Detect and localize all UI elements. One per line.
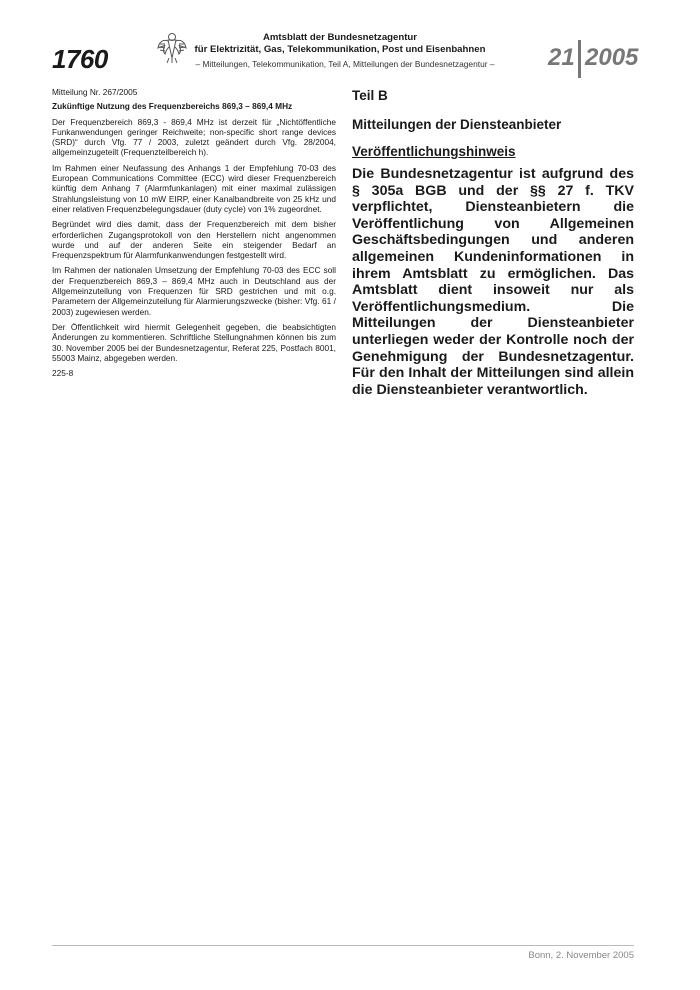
notice-heading: Veröffentlichungshinweis (352, 144, 516, 159)
announcement-paragraph: Begründet wird dies damit, dass der Frequenzbereich mit dem bisher erforderlichen Zugangsprotokoll von den Herstellern nicht angenommen wurde und auf der anderen Seite ein steigender Bedarf an Frequenzspektrum für Alarmfunkanwendungen festgestellt wird. (52, 219, 336, 261)
issue-number: 21 (548, 44, 575, 71)
issue-divider (578, 40, 581, 78)
announcement-paragraph: Der Öffentlichkeit wird hiermit Gelegenheit gegeben, die beabsichtigten Änderungen zu kommentieren. Schriftliche Stellungnahmen können bis zum 30. November 2005 bei der Bundesnetzagentur, Referat 225, Postfach 8001, 55003 Mainz, abgegeben werden. (52, 321, 336, 363)
footer-divider (52, 945, 634, 946)
part-heading: Teil B (352, 88, 388, 103)
announcement-paragraph: Der Frequenzbereich 869,3 - 869,4 MHz ist derzeit für „Nichtöffentliche Funkanwendungen geringer Reichweite; non-specific short range devices (SRD)“ durch Vfg. 77 / 2003, zuletzt geändert durch Vfg. 28/2004, allgemeinzugeteilt (Frequenzteilbereich h). (52, 116, 336, 158)
part-b-column (352, 88, 634, 398)
issue-year: 2005 (585, 44, 639, 71)
announcement-column (52, 87, 336, 378)
announcement-reference: Mitteilung Nr. 267/2005 (52, 87, 138, 97)
department-code: 225-8 (52, 368, 74, 379)
gazette-title-line1: Amtsblatt der Bundesnetzagentur (262, 32, 418, 43)
gazette-title-line2: für Elektrizität, Gas, Telekommunikation, Post und Eisenbahnen (194, 44, 486, 55)
announcement-subject: Zukünftige Nutzung des Frequenzbereichs 869,3 – 869,4 MHz (52, 101, 293, 112)
gazette-title (190, 32, 490, 56)
section-heading: Mitteilungen der Diensteanbieter (352, 117, 562, 132)
notice-body: Die Bundesnetzagentur ist aufgrund des § 305a BGB und der §§ 27 f. TKV verpflichtet, Diensteanbietern die Veröffentlichung von Allgemeinen Geschäftsbedingungen und anderen allgemeinen Kundeninformationen in ihrem Amtsblatt zu ermöglichen. Das Amtsblatt dient insoweit nur als Veröffentlichungsmedium. Die Mitteilungen der Diensteanbieter unterliegen weder der Kontrolle noch der Genehmigung der Bundesnetzagentur. Für den Inhalt der Mitteilungen sind allein die Diensteanbieter verantwortlich. (352, 166, 634, 398)
gazette-subtitle: – Mitteilungen, Telekommunikation, Teil A, Mitteilungen der Bundesnetzagentur – (195, 59, 495, 69)
page-number: 1760 (52, 44, 108, 74)
announcement-paragraph: Im Rahmen einer Neufassung des Anhangs 1 der Empfehlung 70-03 des European Communications Committee (ECC) wird dieser Frequenzbereich künftig dem Anhang 7 (Alarmfunkanlagen) mit einer maximal zulässigen Strahlungsleistung von 10 mW EIRP, einer Kanalbandbreite von 25 kHz und einer relativen Frequenzbelegungsdauer (duty cycle) von 1% zugeordnet. (52, 162, 336, 214)
announcement-paragraph: Im Rahmen der nationalen Umsetzung der Empfehlung 70-03 des ECC soll der Frequenzbereich 869,3 – 869,4 MHz auch in Deutschland aus der Allgemeinzuteilung von Frequenzen für SRD gestrichen und mit o.g. Parametern der Allgemeinzuteilung für Alarmierungszwecke (bisher: Vfg. 61 / 2003) zugewiesen werden. (52, 265, 336, 317)
footer-place-date: Bonn, 2. November 2005 (528, 950, 634, 961)
